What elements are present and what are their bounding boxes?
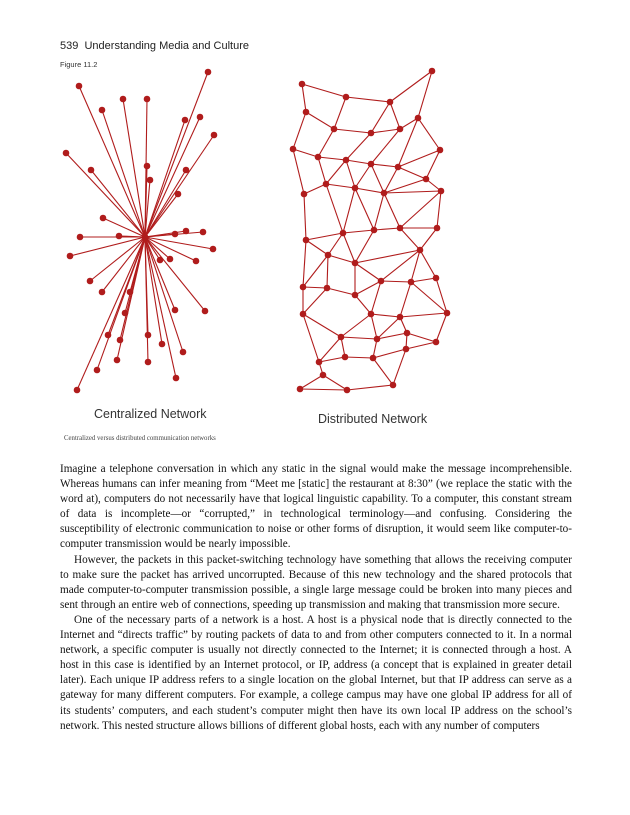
distributed-edge	[326, 184, 355, 188]
distributed-edge	[300, 389, 347, 390]
centralized-node	[200, 229, 207, 236]
distributed-node	[397, 314, 404, 321]
centralized-network-edges	[66, 72, 214, 390]
centralized-node	[99, 289, 106, 296]
distributed-edge	[420, 228, 437, 250]
distributed-node	[324, 285, 331, 292]
distributed-node	[417, 247, 424, 254]
centralized-node	[145, 359, 152, 366]
distributed-edge	[346, 97, 390, 102]
distributed-edge	[341, 314, 371, 337]
centralized-node	[88, 167, 95, 174]
distributed-node	[368, 130, 375, 137]
distributed-edge	[355, 230, 374, 263]
distributed-node	[343, 157, 350, 164]
centralized-edge	[145, 117, 200, 237]
distributed-node	[352, 260, 359, 267]
distributed-edge	[300, 375, 323, 389]
distributed-edge	[303, 314, 341, 337]
centralized-node	[159, 341, 166, 348]
distributed-edge	[398, 167, 426, 179]
distributed-node	[342, 354, 349, 361]
centralized-node	[175, 191, 182, 198]
distributed-node	[338, 334, 345, 341]
page-number: 539	[60, 40, 79, 52]
distributed-node	[374, 336, 381, 343]
figure-caption: Centralized versus distributed communication networks	[64, 435, 216, 442]
distributed-node	[368, 311, 375, 318]
distributed-edge	[318, 157, 326, 184]
paragraph-2: However, the packets in this packet-switching technology have something that allows the receiving computer to make sure the packet has arrived uncorrupted. Because of this new technology and the shared protocols that made computer-to-computer transmission possible, a single large message could be broken into many pieces and sent through an entire web of connections, speeding up transmission and making that transmission more secure.	[60, 553, 572, 611]
distributed-edge	[406, 342, 436, 349]
centralized-node	[172, 307, 179, 314]
centralized-node	[127, 289, 134, 296]
centralized-node	[120, 96, 127, 103]
distributed-node	[397, 126, 404, 133]
distributed-edge	[303, 314, 319, 362]
centralized-node	[122, 310, 129, 317]
distributed-edge	[328, 233, 343, 255]
distributed-edge	[374, 228, 400, 230]
distributed-node	[352, 292, 359, 299]
centralized-node	[94, 367, 101, 374]
centralized-node	[77, 234, 84, 241]
distributed-edge	[323, 375, 347, 390]
centralized-edge	[97, 237, 145, 370]
distributed-node	[378, 278, 385, 285]
distributed-edge	[355, 188, 374, 230]
distributed-node	[381, 190, 388, 197]
distributed-node	[397, 225, 404, 232]
distributed-edge	[371, 164, 398, 167]
distributed-node	[300, 284, 307, 291]
distributed-node	[340, 230, 347, 237]
distributed-network-label: Distributed Network	[318, 412, 428, 426]
distributed-edge	[371, 129, 400, 133]
distributed-edge	[326, 184, 343, 233]
book-title: Understanding Media and Culture	[84, 40, 249, 52]
distributed-edge	[373, 349, 406, 358]
distributed-edge	[374, 193, 384, 230]
distributed-edge	[371, 314, 400, 317]
distributed-edge	[355, 295, 371, 314]
distributed-edge	[373, 358, 393, 385]
distributed-node	[297, 386, 304, 393]
centralized-hub-node	[142, 234, 149, 241]
distributed-node	[303, 109, 310, 116]
distributed-node	[429, 68, 436, 75]
distributed-edge	[355, 164, 371, 188]
centralized-node	[211, 132, 218, 139]
distributed-edge	[341, 337, 377, 339]
distributed-edge	[345, 357, 373, 358]
centralized-node	[63, 150, 70, 157]
distributed-node	[368, 161, 375, 168]
distributed-edge	[302, 84, 346, 97]
distributed-edge	[371, 129, 400, 164]
centralized-node	[147, 177, 154, 184]
paragraph-1: Imagine a telephone conversation in which any static in the signal would make the message incomprehensible. Whereas humans can infer meaning from “Meet me [static] the restaurant at 8:30” (we replace the static with the word at), computers do not necessarily have that logical linguistic capability. To a computer, this constant stream of data is incomplete—or “corrupted,” in technological terminology—and confusing. Considering the susceptibility of electronic communication to noise or other forms of disruption, it would seem like computer-to-computer transmission would be nearly impossible.	[60, 463, 572, 551]
distributed-edge	[420, 250, 436, 278]
distributed-node	[343, 94, 350, 101]
centralized-node	[74, 387, 81, 394]
centralized-node	[145, 332, 152, 339]
centralized-node	[183, 228, 190, 235]
paragraph-3: One of the necessary parts of a network is a host. A host is a physical node that is directly connected to the Internet and “directs traffic” by routing packets of data to and from other computers connected to it. In a normal network, a specific computer is usually not directly connected to the Internet; it is connected through a host. A host in this case is identified by an Internet protocol, or IP, address (a concept that is explained in greater detail later). Each unique IP address refers to a single location on the global Internet, but that IP address can serve as a gateway for many different computers. For example, a college campus may have one global IP address for all of its students’ computers, and each student’s computer might then have its own local IP address on the school’s network. This nested structure allows billions of different global hosts, each with any number of computers	[60, 613, 572, 732]
centralized-edge	[145, 237, 175, 310]
distributed-edge	[377, 333, 407, 339]
distributed-edge	[407, 333, 436, 342]
body-text	[60, 462, 572, 734]
distributed-edge	[347, 385, 393, 390]
distributed-edge	[355, 263, 381, 281]
distributed-edge	[306, 112, 334, 129]
distributed-node	[331, 126, 338, 133]
centralized-node	[105, 332, 112, 339]
distributed-node	[315, 154, 322, 161]
distributed-node	[371, 227, 378, 234]
centralized-node	[205, 69, 212, 76]
centralized-edge	[77, 237, 145, 390]
distributed-edge	[303, 287, 327, 288]
distributed-edge	[390, 71, 432, 102]
centralized-node	[167, 256, 174, 263]
centralized-edge	[79, 86, 145, 237]
distributed-node	[301, 191, 308, 198]
figure-label: Figure 11.2	[60, 60, 98, 69]
centralized-node	[210, 246, 217, 253]
distributed-node	[303, 237, 310, 244]
distributed-edge	[303, 240, 306, 287]
distributed-node	[299, 81, 306, 88]
distributed-edge	[355, 188, 384, 193]
centralized-node	[144, 96, 151, 103]
distributed-edge	[400, 191, 441, 228]
distributed-edge	[436, 313, 447, 342]
distributed-node	[403, 346, 410, 353]
centralized-edge	[145, 237, 205, 311]
distributed-edge	[371, 314, 377, 339]
distributed-edge	[303, 288, 327, 314]
distributed-edge	[377, 317, 400, 339]
distributed-edge	[306, 240, 328, 255]
distributed-node	[433, 275, 440, 282]
distributed-edge	[327, 255, 328, 288]
distributed-edge	[411, 250, 420, 282]
distributed-edge	[303, 255, 328, 287]
distributed-node	[434, 225, 441, 232]
centralized-edge	[145, 135, 214, 237]
distributed-edge	[318, 157, 346, 160]
distributed-node	[433, 339, 440, 346]
distributed-network-edges	[293, 71, 447, 390]
distributed-node	[390, 382, 397, 389]
centralized-node	[193, 258, 200, 265]
distributed-node	[404, 330, 411, 337]
centralized-node	[99, 107, 106, 114]
distributed-node	[437, 147, 444, 154]
distributed-node	[300, 311, 307, 318]
centralized-node	[157, 257, 164, 264]
centralized-node	[183, 167, 190, 174]
distributed-edge	[384, 191, 441, 193]
distributed-edge	[400, 282, 411, 317]
distributed-edge	[343, 233, 355, 263]
centralized-node	[100, 215, 107, 222]
centralized-network-label: Centralized Network	[94, 407, 207, 421]
distributed-edge	[400, 313, 447, 317]
distributed-node	[352, 185, 359, 192]
distributed-edge	[293, 149, 304, 194]
distributed-edge	[355, 250, 420, 263]
distributed-edge	[334, 129, 371, 133]
distributed-edge	[437, 191, 441, 228]
distributed-edge	[304, 194, 306, 240]
distributed-edge	[343, 230, 374, 233]
centralized-node	[180, 349, 187, 356]
distributed-edge	[346, 133, 371, 160]
distributed-edge	[418, 71, 432, 118]
distributed-node	[387, 99, 394, 106]
distributed-node	[415, 115, 422, 122]
distributed-edge	[306, 233, 343, 240]
distributed-edge	[390, 102, 400, 129]
distributed-node	[408, 279, 415, 286]
distributed-edge	[393, 349, 406, 385]
distributed-edge	[328, 255, 355, 263]
distributed-edge	[334, 97, 346, 129]
distributed-edge	[326, 160, 346, 184]
distributed-node	[325, 252, 332, 259]
centralized-node	[172, 231, 179, 238]
centralized-node	[144, 163, 151, 170]
centralized-edge	[145, 237, 213, 249]
distributed-edge	[327, 288, 355, 295]
distributed-node	[395, 164, 402, 171]
centralized-node	[67, 253, 74, 260]
centralized-edge	[103, 218, 145, 237]
centralized-node	[116, 233, 123, 240]
distributed-edge	[381, 281, 411, 282]
distributed-edge	[371, 164, 384, 193]
distributed-node	[290, 146, 297, 153]
distributed-node	[423, 176, 430, 183]
centralized-node	[76, 83, 83, 90]
distributed-node	[438, 188, 445, 195]
distributed-edge	[343, 188, 355, 233]
distributed-node	[444, 310, 451, 317]
distributed-edge	[318, 129, 334, 157]
distributed-edge	[293, 112, 306, 149]
distributed-edge	[346, 160, 371, 164]
distributed-node	[370, 355, 377, 362]
distributed-edge	[293, 149, 318, 157]
distributed-edge	[346, 160, 355, 188]
distributed-edge	[384, 193, 400, 228]
distributed-edge	[400, 228, 420, 250]
centralized-edge	[91, 170, 145, 237]
centralized-edge	[102, 110, 145, 237]
distributed-node	[316, 359, 323, 366]
distributed-edge	[304, 184, 326, 194]
centralized-node	[202, 308, 209, 315]
centralized-edge	[123, 99, 145, 237]
distributed-edge	[302, 84, 306, 112]
distributed-edge	[381, 250, 420, 281]
centralized-node	[117, 337, 124, 344]
distributed-edge	[371, 102, 390, 133]
distributed-node	[344, 387, 351, 394]
distributed-edge	[411, 278, 436, 282]
distributed-edge	[418, 118, 440, 150]
centralized-node	[114, 357, 121, 364]
centralized-node	[197, 114, 204, 121]
centralized-edge	[145, 72, 208, 237]
centralized-node	[182, 117, 189, 124]
centralized-node	[87, 278, 94, 285]
distributed-node	[323, 181, 330, 188]
distributed-node	[320, 372, 327, 379]
centralized-node	[173, 375, 180, 382]
